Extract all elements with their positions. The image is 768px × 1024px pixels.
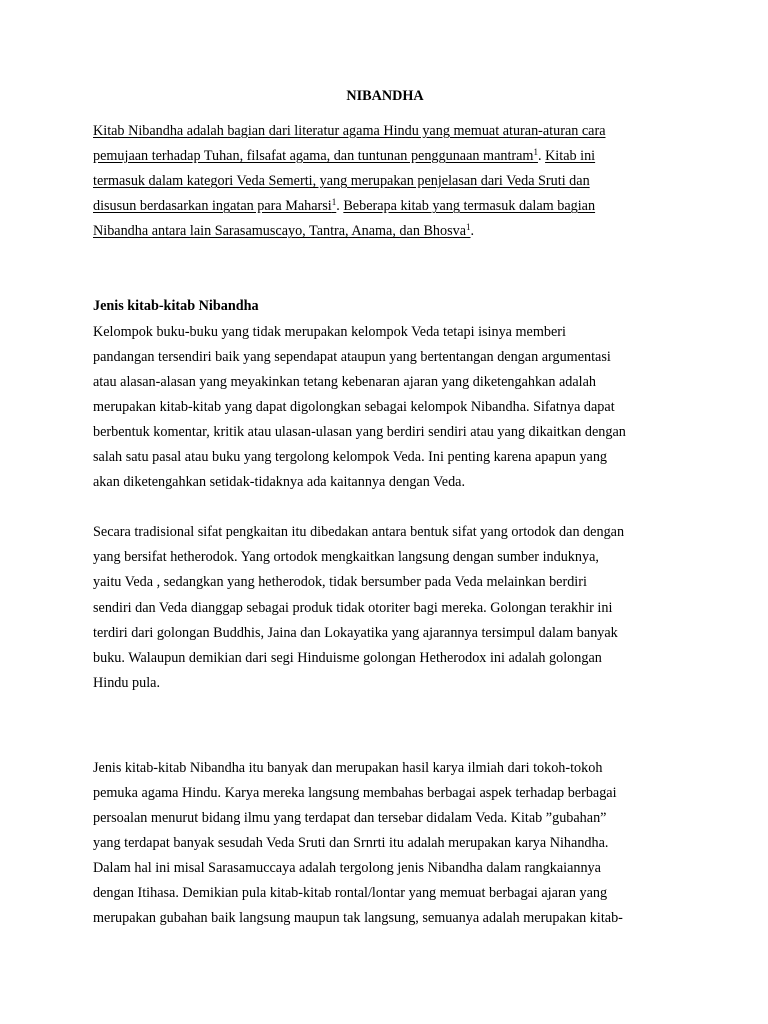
text-line: Kelompok buku-buku yang tidak merupakan kelompok Veda tetapi isinya memberi (93, 323, 566, 340)
document-body (93, 86, 677, 932)
footnote-ref: 1 (331, 197, 337, 208)
intro-line: pemujaan terhadap Tuhan, filsafat agama, dan tuntunan penggunaan mantram$^1$. Kitab ini (93, 147, 596, 165)
text-line: merupakan kitab-kitab yang dapat digolongkan sebagai kelompok Nibandha. Sifatnya dapat (93, 398, 615, 415)
text-line: berbentuk komentar, kritik atau ulasan-ulasan yang berdiri sendiri atau yang dikaitkan dengan (93, 423, 626, 440)
intro-text: disusun berdasarkan ingatan para Maharsi$^1$ (93, 197, 337, 215)
text-line: yaitu Veda , sedangkan yang hetherodok, tidak bersumber pada Veda melainkan berdiri (93, 574, 587, 591)
intro-text: termasuk dalam kategori Veda Semerti, yang merupakan penjelasan dari Veda Sruti dan (93, 173, 590, 190)
text-line: pemuka agama Hindu. Karya mereka langsung membahas berbagai aspek terhadap berbagai (93, 784, 617, 801)
text-line: buku. Walaupun demikian dari segi Hinduisme golongan Hetherodox ini adalah golongan (93, 649, 602, 666)
text-line: akan diketengahkan setidak-tidaknya ada kaitannya dengan Veda. (93, 474, 466, 491)
text-line: sendiri dan Veda dianggap sebagai produk tidak otoriter bagi mereka. Golongan terakhir ini (93, 599, 613, 616)
intro-text: Nibandha antara lain Sarasamuscayo, Tantra, Anama, dan Bhosva$^1$ (93, 222, 471, 240)
text-line: merupakan gubahan baik langsung maupun tak langsung, semuanya adalah merupakan kitab- (93, 910, 623, 927)
footnote-ref: 1 (466, 222, 471, 233)
text-line: atau alasan-alasan yang meyakinkan tetang kebenaran ajaran yang diketengahkan adalah (93, 373, 597, 390)
intro-line: Nibandha antara lain Sarasamuscayo, Tantra, Anama, dan Bhosva$^1$. (93, 222, 475, 240)
text-line: pandangan tersendiri baik yang sependapat ataupun yang bertentangan dengan argumentasi (93, 348, 611, 365)
paragraph-1 (93, 320, 677, 496)
paragraph-3 (93, 756, 677, 932)
text-line: dengan Itihasa. Demikian pula kitab-kitab rontal/lontar yang memuat berbagai ajaran yang (93, 885, 608, 902)
document-title: NIBANDHA (346, 88, 424, 104)
text-line: yang bersifat hetherodok. Yang ortodok mengkaitkan langsung dengan sumber induknya, (93, 549, 599, 566)
text-line: Dalam hal ini misal Sarasamuccaya adalah tergolong jenis Nibandha dalam rangkaiannya (93, 860, 601, 877)
section-heading: Jenis kitab-kitab Nibandha (93, 298, 259, 315)
text-line: Secara tradisional sifat pengkaitan itu dibedakan antara bentuk sifat yang ortodok dan dengan (93, 524, 625, 541)
intro-line: disusun berdasarkan ingatan para Maharsi$^1$. Beberapa kitab yang termasuk dalam bagian (93, 197, 596, 215)
intro-paragraph (93, 119, 677, 244)
intro-text: pemujaan terhadap Tuhan, filsafat agama, dan tuntunan penggunaan mantram$^1$ (93, 147, 538, 165)
paragraph-2 (93, 520, 677, 696)
text-line: Hindu pula. (93, 674, 160, 691)
text-line: terdiri dari golongan Buddhis, Jaina dan Lokayatika yang ajarannya tersimpul dalam banyak (93, 624, 618, 641)
intro-text: Beberapa kitab yang termasuk dalam bagian (343, 198, 596, 215)
intro-text: Kitab Nibandha adalah bagian dari literatur agama Hindu yang memuat aturan-aturan cara (93, 123, 606, 139)
intro-text: Kitab ini (545, 148, 596, 165)
footnote-ref: 1 (533, 147, 538, 158)
text-line: Jenis kitab-kitab Nibandha itu banyak dan merupakan hasil karya ilmiah dari tokoh-tokoh (93, 759, 603, 776)
intro-line (93, 119, 677, 144)
text-line: yang terdapat banyak sesudah Veda Sruti dan Srnrti itu adalah merupakan karya Nihandha. (93, 835, 609, 852)
text-line: persoalan menurut bidang ilmu yang terdapat dan tersebar didalam Veda. Kitab ”gubahan” (93, 810, 607, 827)
text-line: salah satu pasal atau buku yang tergolong kelompok Veda. Ini penting karena apapun yang (93, 449, 608, 466)
intro-line (93, 169, 677, 194)
